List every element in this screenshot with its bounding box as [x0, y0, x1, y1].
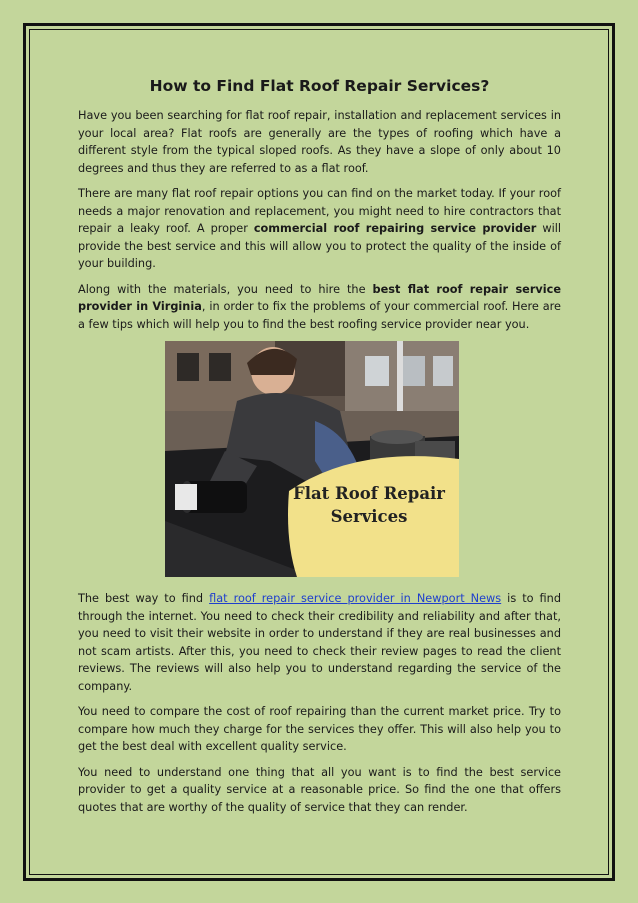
paragraph-materials-text-a: Along with the materials, you need to hire the	[78, 282, 373, 296]
photo-caption	[289, 482, 449, 528]
photo-caption-line-1: Flat Roof Repair	[292, 484, 445, 503]
paragraph-cost: You need to compare the cost of roof repairing than the current market price. Try to compare how much they charge for the services they offer. This will also help you to get the best deal with excellent quality service.	[78, 705, 561, 753]
paragraph-internet	[78, 590, 561, 695]
paragraph-intro: Have you been searching for flat roof repair, installation and replacement services in your local area? Flat roofs are generally are the types of roofing which have a different style from the typical sloped roofs. As they have a slope of only about 10 degrees and thus they are referred to as a flat roof.	[78, 109, 561, 175]
paragraph-options-text-a: There are many flat roof repair options you can find on the market today. If your roof needs a major renovation and replacement, you might need to hire contractors that repair a leaky roof. A proper	[78, 187, 561, 235]
paragraph-materials-text-b: , in order to fix the problems of your commercial roof. Here are a few tips which will help you to find the best roofing service provider near you.	[78, 300, 561, 331]
paragraph-materials-bold: best flat roof repair service provider in Virginia	[78, 282, 561, 313]
page-title: How to Find Flat Roof Repair Services?	[149, 77, 490, 95]
paragraph-internet-text-a: The best way to find	[78, 592, 210, 605]
paragraph-internet-text-b: is to find through the internet. You need to check their credibility and reliability and after that, you need to visit their website in order to understand if they are real businesses and not scam artists. After this, you need to check their review pages to read the client reviews. The reviews will also help you to understand regarding the service of the company.	[78, 592, 561, 693]
roof-repair-photo	[165, 341, 459, 577]
paragraph-conclusion: You need to understand one thing that all you want is to find the best service provider to get a quality service at a reasonable price. So find the one that offers quotes that are worthy of the quality of service that they can render.	[78, 765, 561, 814]
photo-caption-line-2: Services	[330, 507, 408, 526]
paragraph-options	[78, 185, 561, 273]
paragraph-materials	[78, 281, 561, 334]
article-body	[78, 76, 561, 824]
roof-repair-photo-graphic	[165, 341, 459, 577]
newport-news-provider-link[interactable]: flat roof repair service provider in Newport News	[209, 592, 502, 605]
paragraph-options-bold: commercial roof repairing service provider	[253, 222, 537, 235]
paragraph-options-text-b: will provide the best service and this will allow you to protect the quality of the inside of your building.	[78, 222, 561, 270]
